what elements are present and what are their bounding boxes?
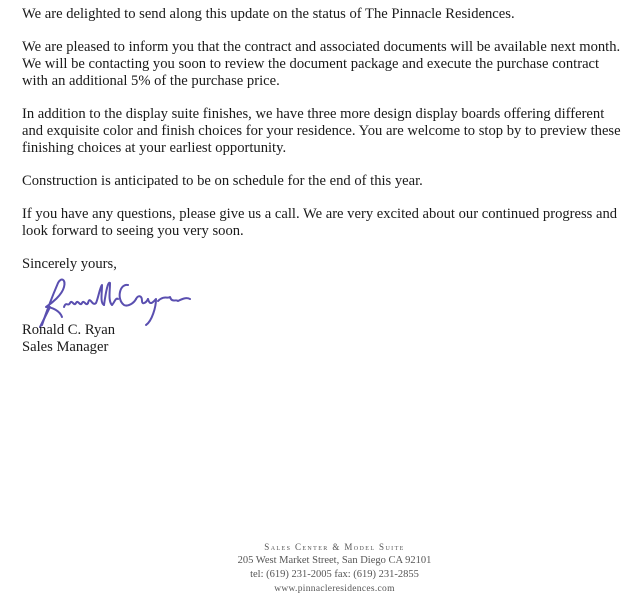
footer-office-name: Sales Center & Model Suite [264, 542, 405, 552]
signer-block [22, 322, 115, 356]
footer-phone-fax: tel: (619) 231-2005 fax: (619) 231-2855 [250, 569, 419, 580]
paragraph-questions: If you have any questions, please give us a call. We are very excited about our continued progress and look forward to seeing you very soon. [22, 206, 618, 239]
paragraph-contract: We are pleased to inform you that the contract and associated documents will be available next month. We will be contacting you soon to review the document package and execute the purchase contract with an additional 5% of the purchase price. [22, 39, 621, 89]
paragraph-intro: We are delighted to send along this update on the status of The Pinnacle Residences. [22, 6, 515, 22]
letterhead-footer [0, 540, 639, 596]
paragraph-construction: Construction is anticipated to be on schedule for the end of this year. [22, 173, 423, 189]
signer-name: Ronald C. Ryan [22, 322, 116, 338]
footer-address: 205 West Market Street, San Diego CA 92101 [237, 555, 432, 566]
letter-body [22, 6, 622, 273]
closing: Sincerely yours, [22, 256, 117, 272]
paragraph-design-boards: In addition to the display suite finishes, we have three more design display boards offering different and exquisite color and finish choices for your residence. You are welcome to stop by to preview these finishing choices at your earliest opportunity. [22, 106, 621, 156]
signer-title: Sales Manager [22, 339, 109, 355]
footer-website: www.pinnacleresidences.com [274, 584, 395, 594]
